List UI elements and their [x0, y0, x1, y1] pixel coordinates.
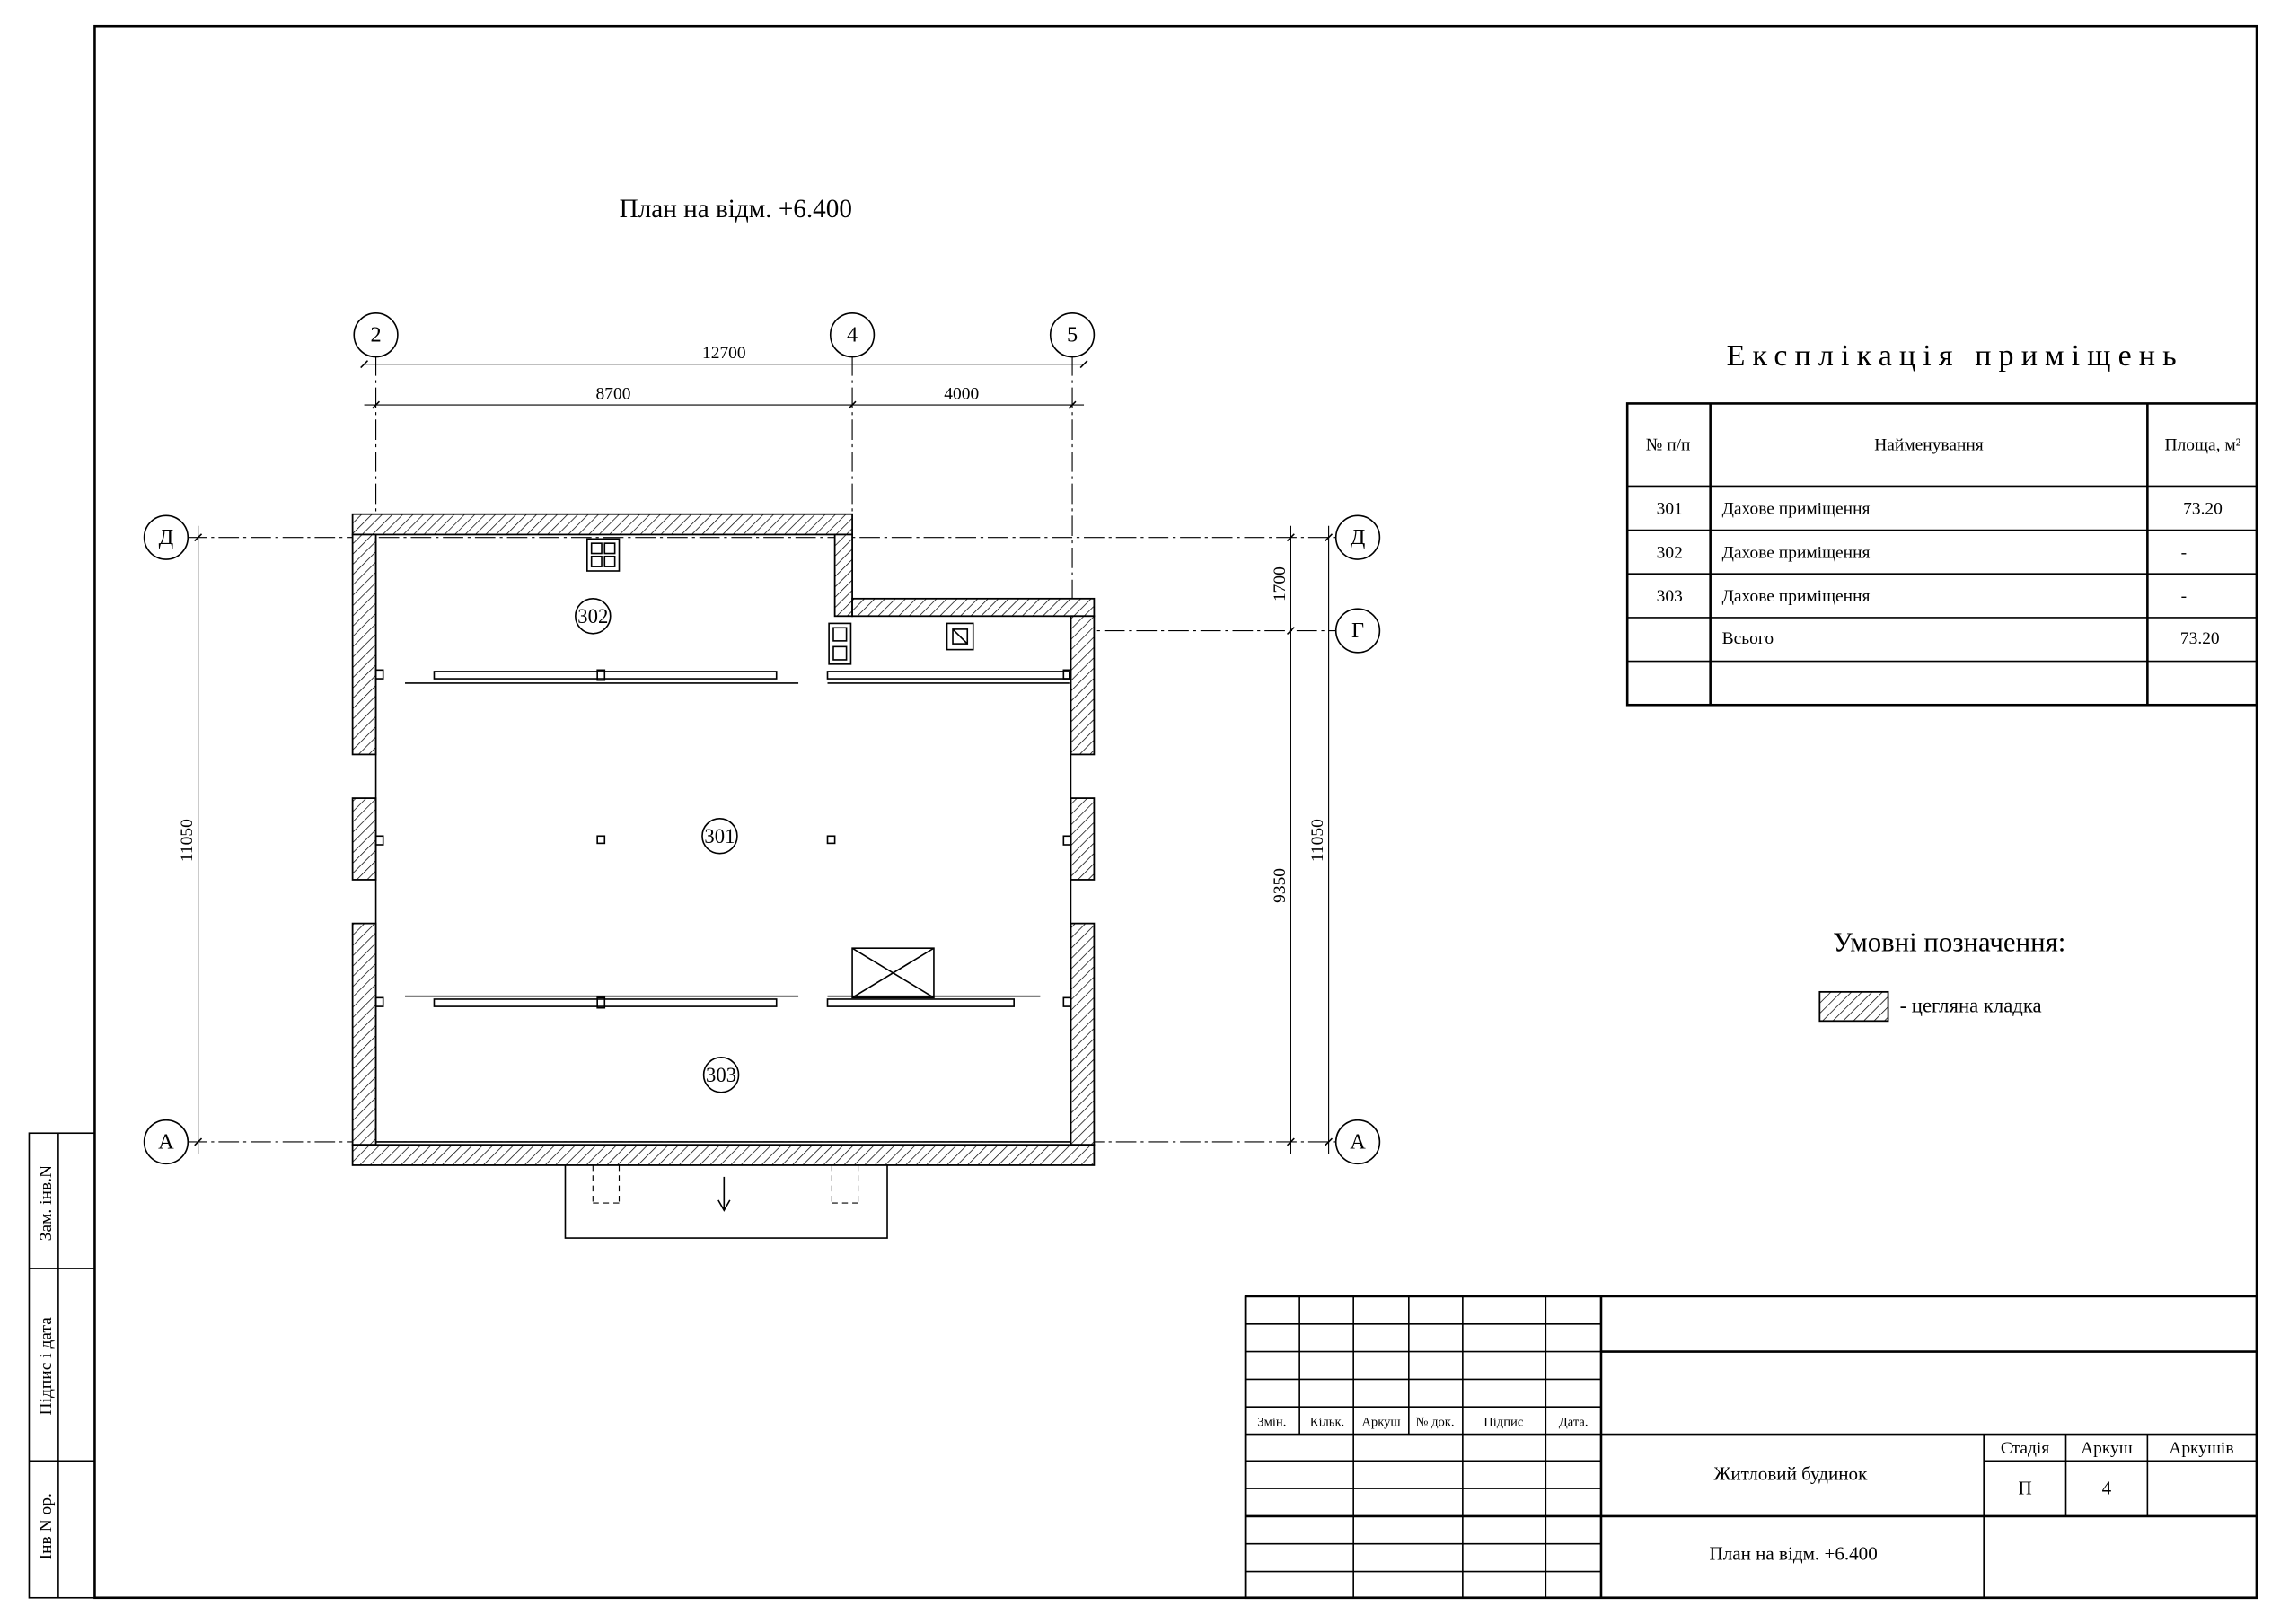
- dimension-top-spans: [365, 385, 1084, 405]
- axis-bubble-g-right: [1336, 609, 1380, 653]
- sheet-header: Аркуш: [2081, 1439, 2133, 1459]
- axis-label-5: 5: [1066, 322, 1078, 347]
- explication-total-area: 73.20: [2179, 629, 2220, 649]
- rev-header-count: Кільк.: [1309, 1415, 1345, 1430]
- explication-row-number: 302: [1656, 543, 1683, 563]
- ventilation-shaft-icon: [587, 539, 620, 571]
- stage-header: Стадія: [2000, 1439, 2050, 1459]
- vent-duct-icon: [947, 623, 973, 649]
- legend-title: Умовні позначення:: [1833, 926, 2066, 958]
- sheet-name: План на відм. +6.400: [1709, 1542, 1878, 1565]
- dim-right-d-g: 1700: [1270, 566, 1290, 602]
- dim-span-2-4: 8700: [595, 384, 631, 404]
- axis-label-g-right: Г: [1351, 619, 1365, 644]
- axis-bubble-2: [354, 313, 398, 357]
- column-left: [597, 836, 604, 843]
- side-stamp-replace: Зам. інв.N: [36, 1164, 56, 1242]
- explication-row-area: -: [2180, 587, 2188, 607]
- sheets-header: Аркушів: [2169, 1439, 2234, 1459]
- room-number-301: 301: [704, 824, 735, 847]
- side-stamp: [29, 1133, 94, 1598]
- rev-header-doc: № док.: [1415, 1415, 1455, 1430]
- explication-title: Експлікація приміщень: [1726, 339, 2184, 373]
- legend-brick-label: - цегляна кладка: [1899, 994, 2042, 1017]
- axis-bubble-5: [1051, 313, 1095, 357]
- axis-label-a-right: А: [1350, 1129, 1366, 1154]
- explication-row-name: Дахове приміщення: [1721, 499, 1871, 519]
- explication-header-area: Площа, м²: [2164, 435, 2241, 455]
- explication-row-name: Дахове приміщення: [1721, 543, 1871, 563]
- explication-header-name: Найменування: [1874, 435, 1984, 455]
- dim-span-4-5: 4000: [944, 384, 980, 404]
- side-stamp-sign-date: Підпис і дата: [36, 1317, 56, 1416]
- axis-bubble-d-left: [145, 515, 189, 559]
- sheet-value: 4: [2101, 1477, 2112, 1499]
- dimension-left: [178, 526, 198, 1154]
- explication-header-number: № п/п: [1645, 435, 1691, 455]
- rev-header-date: Дата.: [1558, 1415, 1589, 1430]
- axis-bubble-a-left: [145, 1120, 189, 1164]
- dim-left-overall: 11050: [178, 819, 198, 863]
- room-number-302: 302: [577, 604, 609, 628]
- room-number-303: 303: [706, 1063, 737, 1086]
- axis-label-4: 4: [846, 322, 858, 347]
- room-label-301: [702, 819, 737, 854]
- room-label-303: [704, 1058, 739, 1093]
- dimension-top-overall: [365, 344, 1084, 364]
- plan-title: План на відм. +6.400: [619, 194, 852, 224]
- dim-overall-x: 12700: [701, 344, 746, 364]
- axis-bubble-a-right: [1336, 1120, 1380, 1164]
- column-right: [828, 836, 835, 843]
- explication-table: [1627, 403, 2257, 705]
- axis-label-d-right: Д: [1350, 525, 1366, 550]
- dimension-right-outer: [1308, 526, 1328, 1154]
- axis-bubble-4: [831, 313, 875, 357]
- axis-label-a-left: А: [158, 1129, 174, 1154]
- room-label-302: [576, 599, 611, 634]
- explication-row-area: -: [2180, 543, 2188, 563]
- roof-hatch-icon: [852, 948, 934, 997]
- side-stamp-inv: Інв N ор.: [36, 1493, 56, 1560]
- rev-header-sign: Підпис: [1483, 1415, 1524, 1430]
- axis-label-d-left: Д: [158, 525, 174, 550]
- explication-row-name: Дахове приміщення: [1721, 587, 1871, 607]
- explication-row-area: 73.20: [2183, 499, 2223, 519]
- entrance-porch: [565, 1165, 887, 1238]
- dimension-right-inner: [1271, 526, 1290, 1154]
- legend-brick-item: [1819, 992, 2041, 1021]
- chimney-icon: [829, 623, 850, 663]
- stage-value: П: [2018, 1477, 2032, 1499]
- explication-total-label: Всього: [1721, 629, 1774, 649]
- title-block: [1246, 1296, 2257, 1598]
- explication-row-number: 301: [1656, 499, 1683, 519]
- dim-right-g-a: 9350: [1270, 867, 1290, 903]
- explication-row-number: 303: [1656, 587, 1683, 607]
- axis-bubble-d-right: [1336, 515, 1380, 559]
- rev-header-change: Змін.: [1257, 1415, 1287, 1430]
- sheet-frame: [94, 26, 2257, 1598]
- rev-header-sheet: Аркуш: [1361, 1415, 1401, 1430]
- brick-hatch-swatch: [1819, 992, 1888, 1021]
- dim-right-overall: 11050: [1308, 819, 1328, 863]
- axis-label-2: 2: [370, 322, 382, 347]
- object-name: Житловий будинок: [1713, 1462, 1868, 1485]
